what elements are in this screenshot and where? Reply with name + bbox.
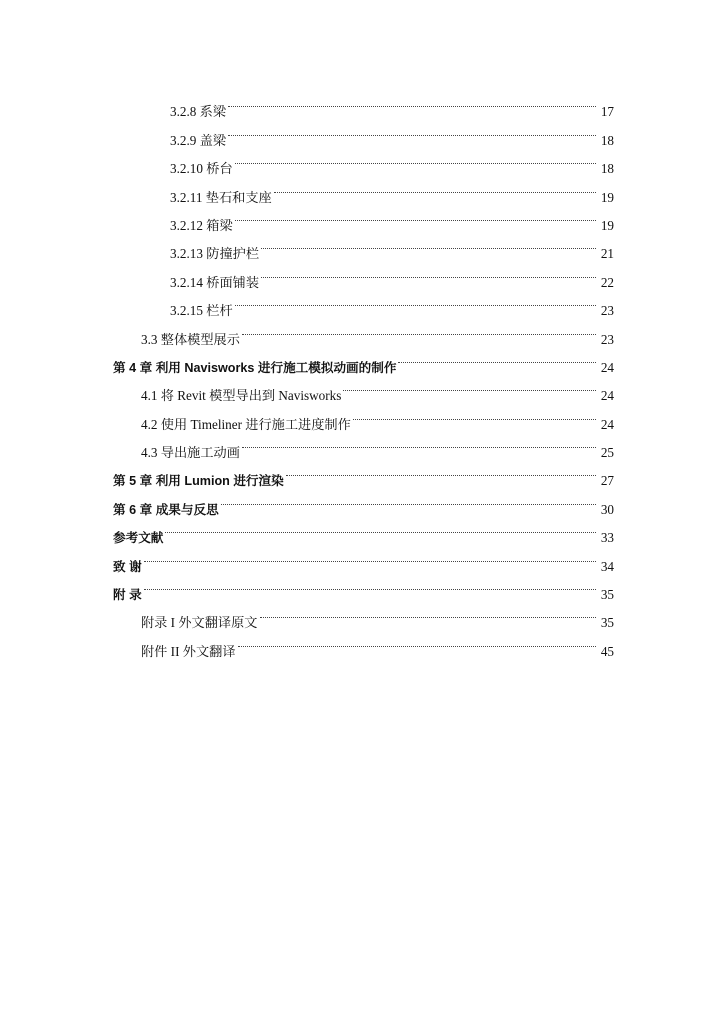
toc-dot-leader bbox=[398, 344, 596, 372]
toc-entry-title: 3.2.13 防撞护栏 bbox=[170, 246, 260, 262]
toc-entry[interactable] bbox=[113, 542, 614, 574]
toc-entry-title: 附 录 bbox=[113, 588, 142, 603]
toc-dot-leader bbox=[343, 372, 596, 400]
toc-entry-title: 3.2.10 桥台 bbox=[170, 161, 233, 177]
toc-entry-title: 3.2.11 垫石和支座 bbox=[170, 189, 272, 205]
toc-entry-title: 附录 I 外文翻译原文 bbox=[141, 615, 258, 631]
toc-entry-title: 3.2.14 桥面铺装 bbox=[170, 274, 260, 290]
toc-page-number: 33 bbox=[600, 530, 614, 546]
toc-dot-leader bbox=[144, 542, 596, 570]
toc-entry[interactable] bbox=[113, 599, 614, 631]
toc-page-number: 18 bbox=[600, 132, 614, 148]
toc-dot-leader bbox=[242, 429, 596, 457]
toc-entry-title: 致 谢 bbox=[113, 559, 142, 574]
toc-dot-leader bbox=[261, 230, 596, 258]
toc-page-number: 24 bbox=[600, 388, 614, 404]
toc-page-number: 23 bbox=[600, 331, 614, 347]
toc-dot-leader bbox=[228, 88, 596, 116]
toc-page-number: 35 bbox=[600, 587, 614, 603]
toc-entry-title: 第 4 章 利用 Navisworks 进行施工模拟动画的制作 bbox=[113, 360, 397, 375]
toc-page-number: 23 bbox=[600, 303, 614, 319]
toc-page-number: 19 bbox=[600, 189, 614, 205]
toc-page-number: 17 bbox=[600, 104, 614, 120]
toc-dot-leader bbox=[221, 485, 596, 513]
toc-entry-title: 4.1 将 Revit 模型导出到 Navisworks bbox=[141, 388, 342, 404]
toc-entry-title: 参考文献 bbox=[113, 531, 164, 546]
toc-page-number: 24 bbox=[600, 416, 614, 432]
toc-dot-leader bbox=[242, 315, 596, 343]
toc-page-number: 45 bbox=[600, 643, 614, 659]
toc-dot-leader bbox=[235, 202, 596, 230]
toc-page-number: 34 bbox=[600, 558, 614, 574]
toc-entry-title: 4.2 使用 Timeliner 进行施工进度制作 bbox=[141, 416, 351, 432]
toc-entry-title: 3.2.8 系梁 bbox=[170, 104, 227, 120]
toc-page-number: 18 bbox=[600, 161, 614, 177]
toc-entry-title: 第 6 章 成果与反思 bbox=[113, 502, 219, 517]
toc-entry-title: 3.2.15 栏杆 bbox=[170, 303, 233, 319]
toc-dot-leader bbox=[238, 627, 596, 655]
toc-page-number: 22 bbox=[600, 274, 614, 290]
toc-dot-leader bbox=[144, 571, 596, 599]
toc-entry[interactable] bbox=[113, 571, 614, 603]
toc-page-number: 19 bbox=[600, 217, 614, 233]
toc-dot-leader bbox=[235, 287, 596, 315]
toc-entry-title: 4.3 导出施工动画 bbox=[141, 445, 240, 461]
toc-page-number: 35 bbox=[600, 615, 614, 631]
toc-page-number: 24 bbox=[600, 359, 614, 375]
toc-entry-title: 3.2.12 箱梁 bbox=[170, 217, 233, 233]
toc-entry-title: 第 5 章 利用 Lumion 进行渲染 bbox=[113, 474, 284, 489]
toc-dot-leader bbox=[165, 514, 596, 542]
toc-page-number: 21 bbox=[600, 246, 614, 262]
toc-page-number: 27 bbox=[600, 473, 614, 489]
toc-entry[interactable] bbox=[113, 514, 614, 546]
toc-dot-leader bbox=[274, 173, 596, 201]
toc-entry[interactable] bbox=[113, 88, 614, 120]
toc-entry-title: 附件 II 外文翻译 bbox=[141, 643, 236, 659]
toc-dot-leader bbox=[228, 116, 596, 144]
toc-dot-leader bbox=[286, 457, 596, 485]
toc-entry-title: 3.3 整体模型展示 bbox=[141, 331, 240, 347]
table-of-contents bbox=[113, 88, 614, 659]
toc-dot-leader bbox=[353, 400, 596, 428]
toc-page-number: 30 bbox=[600, 501, 614, 517]
toc-page-number: 25 bbox=[600, 445, 614, 461]
toc-dot-leader bbox=[261, 258, 596, 286]
toc-entry-title: 3.2.9 盖梁 bbox=[170, 132, 227, 148]
toc-dot-leader bbox=[235, 145, 596, 173]
toc-dot-leader bbox=[260, 599, 597, 627]
